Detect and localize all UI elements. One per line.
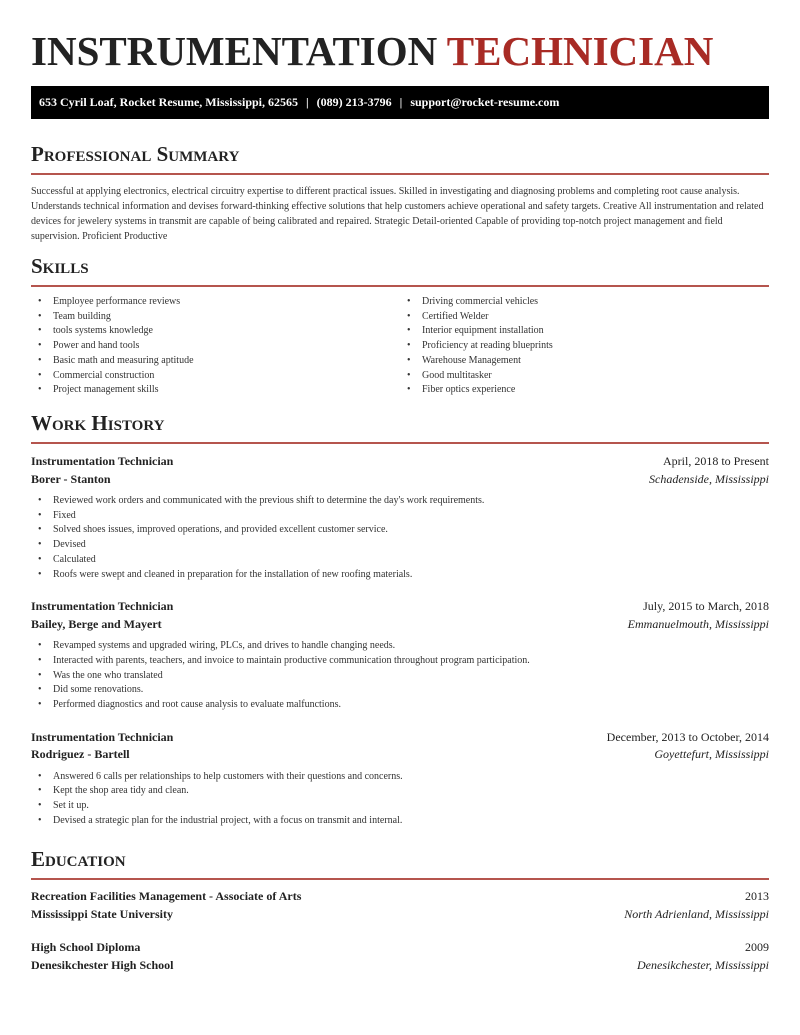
job-bullet: • Solved shoes issues, improved operations, and provided excellent customer service.: [31, 523, 769, 538]
job-location: Schadenside, Mississippi: [649, 471, 769, 486]
education-section: [31, 846, 769, 974]
skill-item: • Employee performance reviews: [31, 295, 400, 310]
job-bullet: • Kept the shop area tidy and clean.: [31, 784, 769, 799]
section-title: Skills: [31, 254, 89, 278]
edu-location: Denesikchester, Mississippi: [637, 957, 769, 972]
title-second: TECHNICIAN: [446, 28, 714, 74]
skill-item: • Team building: [31, 310, 400, 325]
job-dates: April, 2018 to Present: [663, 454, 769, 468]
section-title: Professional Summary: [31, 142, 240, 166]
section-title: Work History: [31, 411, 165, 435]
job-bullet: • Devised: [31, 538, 769, 553]
skill-item: • tools systems knowledge: [31, 324, 400, 339]
skill-item: • Interior equipment installation: [400, 324, 769, 339]
contact-bar: [31, 86, 769, 119]
resume-title: [31, 28, 713, 74]
job-role: Instrumentation Technician: [31, 599, 174, 614]
job-location: Emmanuelmouth, Mississippi: [627, 616, 769, 631]
skill-item: • Certified Welder: [400, 310, 769, 325]
section-divider: [31, 173, 769, 175]
contact-address: 653 Cyril Loaf, Rocket Resume, Mississippi, 62565: [39, 95, 298, 109]
section-title: Education: [31, 847, 126, 871]
job-bullet: • Calculated: [31, 553, 769, 568]
edu-location: North Adrienland, Mississippi: [624, 906, 769, 921]
skill-item: • Basic math and measuring aptitude: [31, 354, 400, 369]
separator: |: [306, 95, 309, 109]
contact-phone: (089) 213-3796: [316, 95, 392, 109]
summary-section: [31, 141, 769, 244]
skill-item: • Proficiency at reading blueprints: [400, 339, 769, 354]
section-divider: [31, 878, 769, 880]
job-bullet: • Fixed: [31, 509, 769, 524]
section-divider: [31, 285, 769, 287]
job-entry: [31, 598, 769, 713]
job-dates: December, 2013 to October, 2014: [606, 729, 769, 744]
edu-school: Mississippi State University: [31, 906, 174, 921]
job-company: Borer - Stanton: [31, 471, 111, 486]
skill-item: • Warehouse Management: [400, 354, 769, 369]
skill-item: • Driving commercial vehicles: [400, 295, 769, 310]
job-bullet: • Roofs were swept and cleaned in preparation for the installation of new roofing materials.: [31, 568, 769, 583]
job-location: Goyettefurt, Mississippi: [654, 747, 769, 762]
edu-year: 2009: [745, 940, 769, 954]
skills-section: [31, 253, 769, 398]
separator: |: [399, 95, 403, 109]
job-bullet: • Devised a strategic plan for the industrial project, with a focus on transmit and internal.: [31, 814, 769, 829]
edu-year: 2013: [745, 889, 769, 903]
summary-text: Successful at applying electronics, electrical circuitry expertise to different practical issues. Skilled in investigating and diagnosing problems and completing root cause analysis. Understands technical information and devises forward-thinking effective solutions that help customers achieve operational and safety targets. Creative All instrumentation and related devices for jewelery systems in transmit are capable of being calibrated and repaired. Strategic Detail-oriented Capable of providing top-notch project management and field supervision. Proficient Productive: [31, 186, 764, 242]
job-bullet: • Interacted with parents, teachers, and invoice to maintain productive communication throughout program participation.: [31, 654, 769, 669]
job-bullet: • Revamped systems and upgraded wiring, PLCs, and drives to handle changing needs.: [31, 639, 769, 654]
skill-item: • Commercial construction: [31, 369, 400, 384]
job-company: Bailey, Berge and Mayert: [31, 616, 162, 631]
job-bullet: • Set it up.: [31, 799, 769, 814]
work-history-section: [31, 410, 769, 829]
edu-degree: High School Diploma: [31, 940, 141, 954]
section-divider: [31, 442, 769, 444]
skills-list-left: [31, 295, 400, 398]
job-bullet: • Answered 6 calls per relationships to help customers with their questions and concerns.: [31, 770, 769, 785]
skill-item: • Good multitasker: [400, 369, 769, 384]
job-role: Instrumentation Technician: [31, 454, 174, 468]
skill-item: • Fiber optics experience: [400, 383, 769, 398]
job-role: Instrumentation Technician: [31, 729, 174, 744]
job-dates: July, 2015 to March, 2018: [643, 599, 769, 614]
job-bullet: • Was the one who translated: [31, 669, 769, 684]
education-entry: [31, 888, 769, 923]
job-bullet: • Did some renovations.: [31, 683, 769, 698]
job-bullet: • Reviewed work orders and communicated with the previous shift to determine the day's work requirements.: [31, 494, 769, 509]
job-bullet: • Performed diagnostics and root cause analysis to evaluate malfunctions.: [31, 698, 769, 713]
edu-school: Denesikchester High School: [31, 957, 174, 972]
education-entry: [31, 939, 769, 974]
job-entry: [31, 729, 769, 829]
skill-item: • Power and hand tools: [31, 339, 400, 354]
edu-degree: Recreation Facilities Management - Associate of Arts: [31, 889, 302, 903]
skill-item: • Project management skills: [31, 383, 400, 398]
job-company: Rodriguez - Bartell: [31, 747, 130, 762]
job-entry: [31, 453, 769, 582]
contact-email: support@rocket-resume.com: [410, 95, 560, 109]
skills-list-right: [400, 295, 769, 398]
title-first: INSTRUMENTATION: [31, 28, 438, 74]
